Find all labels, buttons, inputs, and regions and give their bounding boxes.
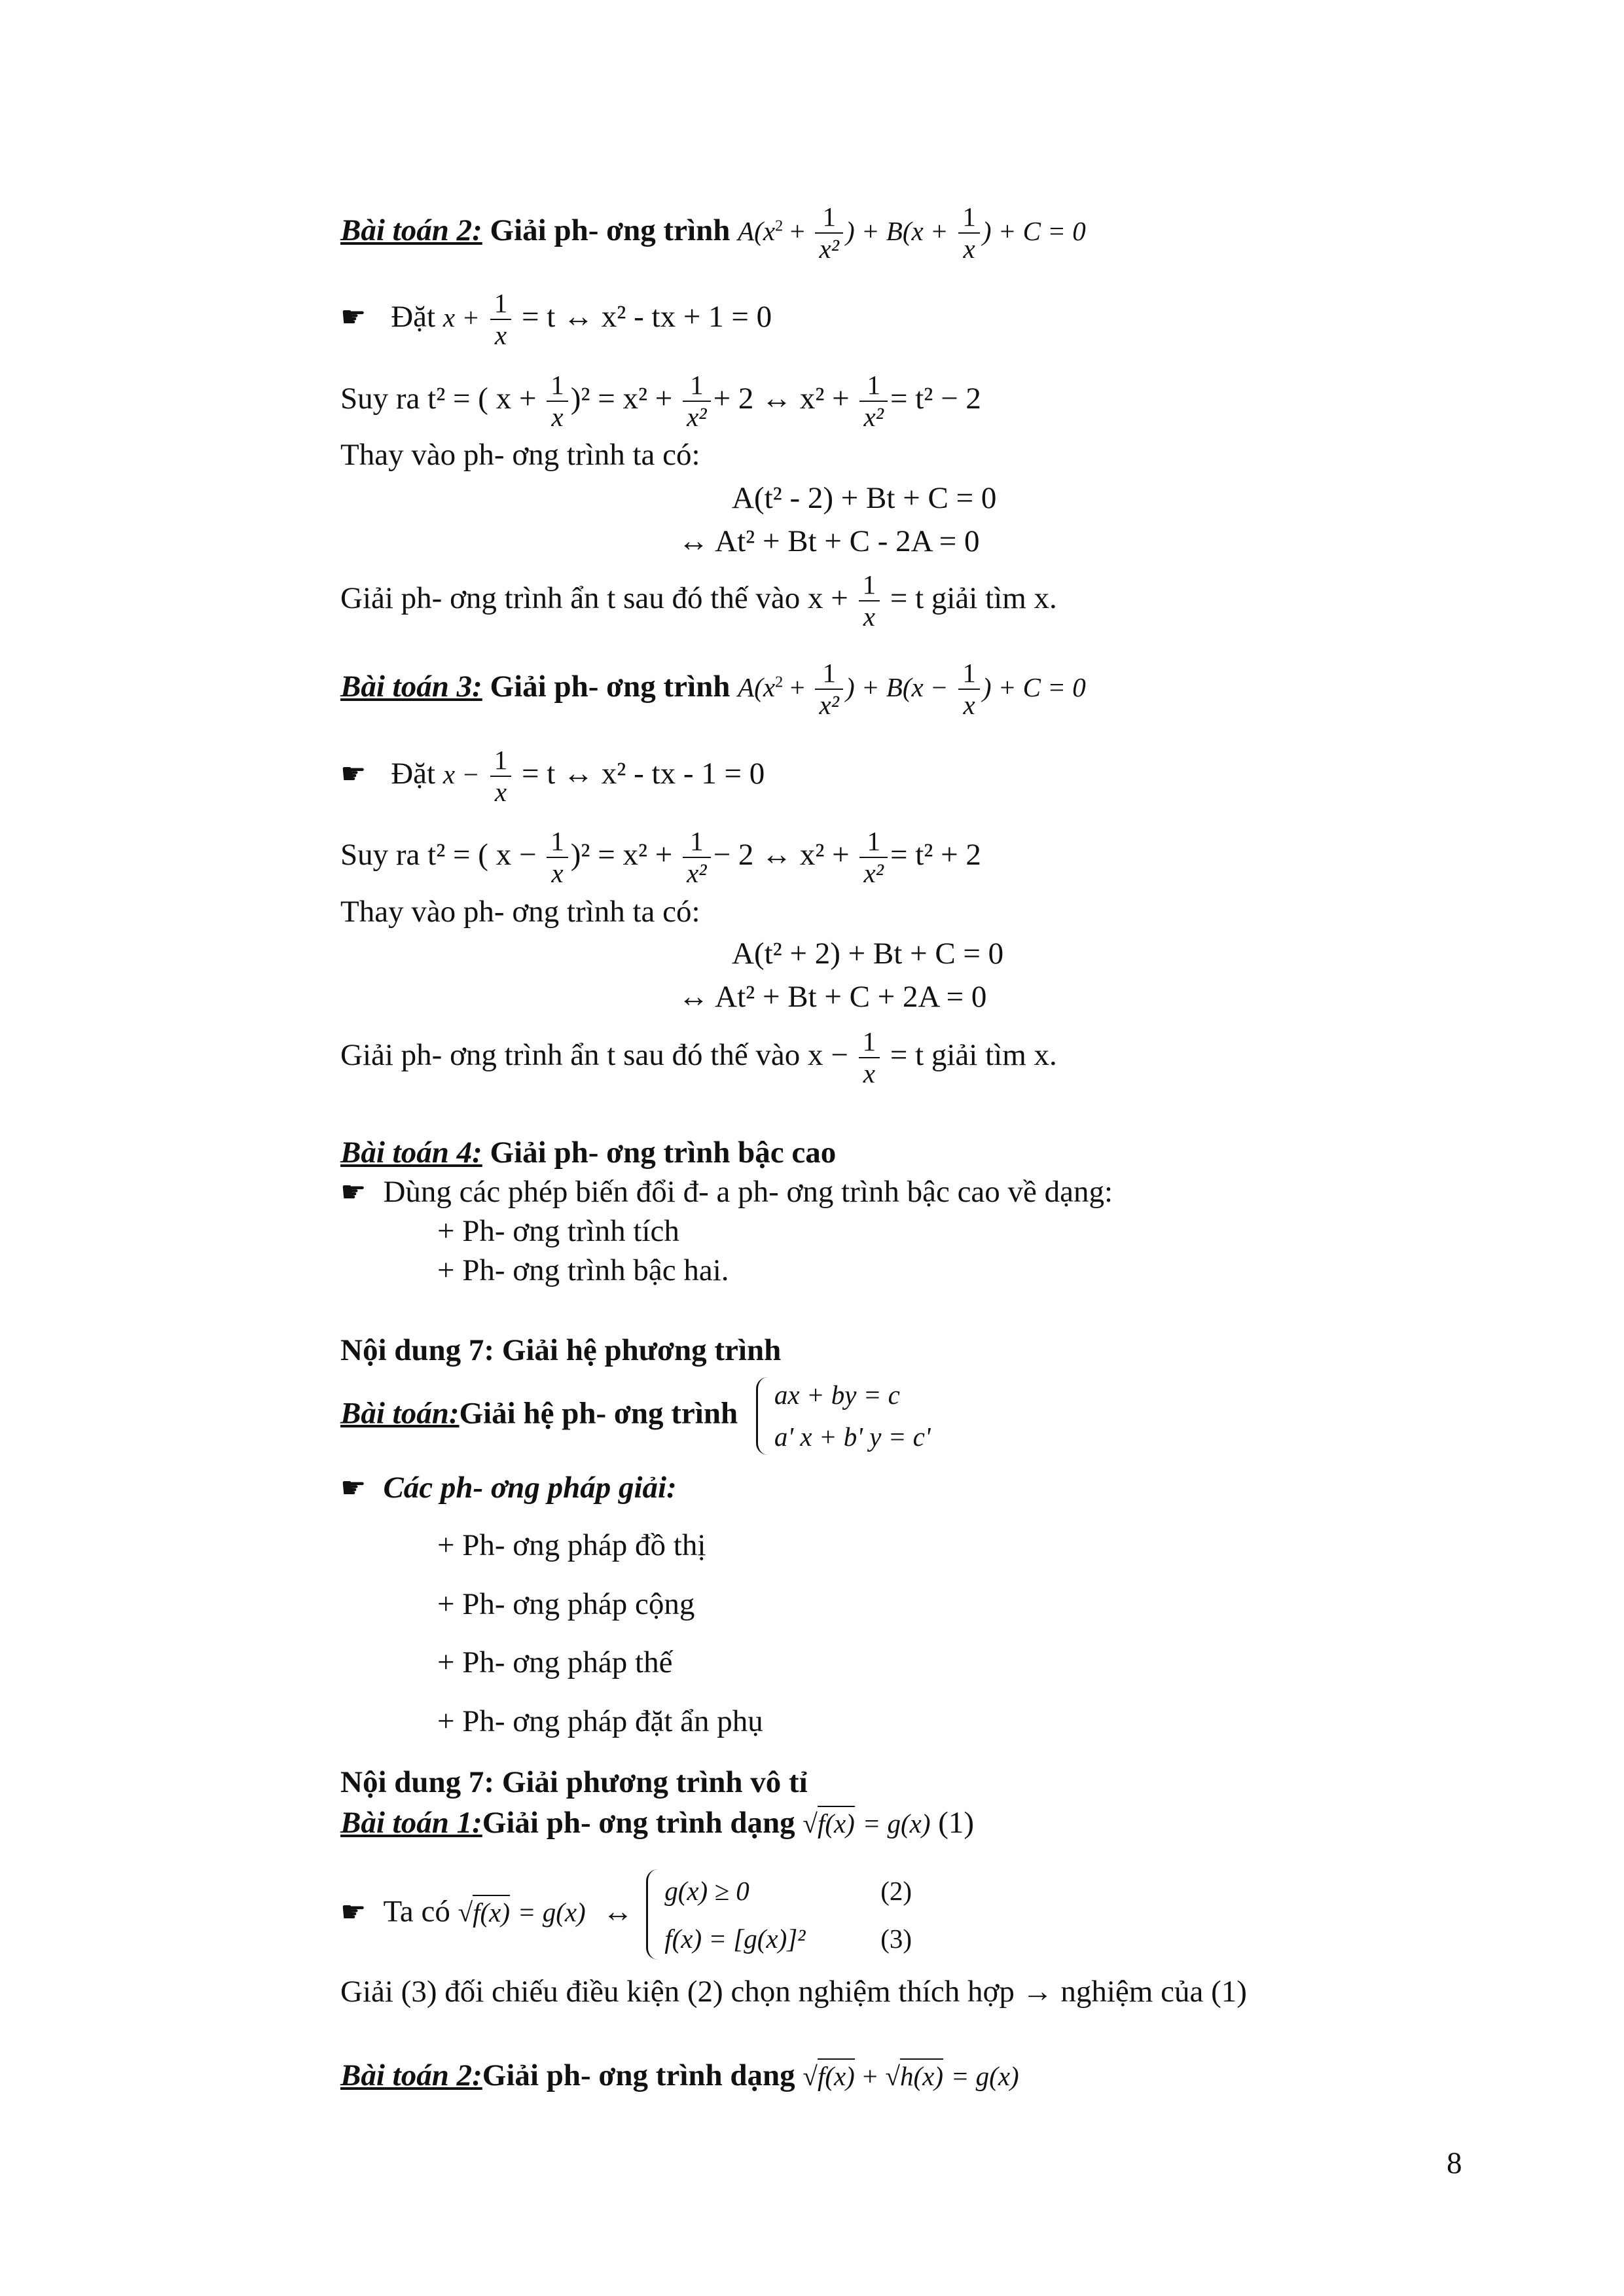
page-number: 8 xyxy=(1447,2146,1462,2180)
bt2-eq1: A(t² - 2) + Bt + C = 0 xyxy=(732,481,997,515)
nd7a-methods-title-line xyxy=(340,1473,677,1503)
nd7b-taco-line: ☛ Ta có √f(x) = g(x) ↔ g(x) ≥ 0 (2) f(x) = [g(x)]² (3) xyxy=(340,1867,912,1962)
bt3-thay: Thay vào ph- ơng trình ta có: xyxy=(340,895,700,929)
fraction: $\frac{1}{x}$ xyxy=(958,658,980,721)
nd7a-title: Nội dung 7: Giải hệ phương trình xyxy=(340,1333,782,1367)
bt2-label: Bài toán 2: xyxy=(340,213,482,247)
bt3-heading: Bài toán 3: Giải ph- ơng trình $A(x^2$ + $\frac{1}{\text{x²}}$ ) + B(x − $\frac{1}{x}$ ) + C = 0 xyxy=(340,658,1086,721)
pointing-hand-icon: ☛ xyxy=(340,300,367,333)
bt3-giai-line: Giải ph- ơng trình ẩn t sau đó thế vào x − $\frac{1}{x}$ = t giải tìm x. xyxy=(340,1026,1057,1089)
bt2-suyra-line: Suy ra t² = ( x + $\frac{1}{x}$ )² = x² + $\frac{1}{\text{x²}}$ + 2 ↔ x² + $\frac{1}{\text{x²}}$ = t² − 2 xyxy=(340,370,981,433)
fraction: $\frac{1}{x}$ xyxy=(958,202,980,264)
bt4-text: Giải ph- ơng trình bậc cao xyxy=(490,1136,837,1170)
method-item: + Ph- ơng pháp đồ thị xyxy=(437,1528,706,1562)
fraction: $\frac{1}{\text{x²}}$ xyxy=(683,826,711,889)
brace xyxy=(756,1377,771,1455)
pointing-hand-icon: ☛ xyxy=(340,757,367,790)
nd7a-label: Bài toán: xyxy=(340,1396,460,1431)
bt3-suyra-line: Suy ra t² = ( x − $\frac{1}{x}$ )² = x² + $\frac{1}{\text{x²}}$ − 2 ↔ x² + $\frac{1}{\text{x²}}$ = t² + 2 xyxy=(340,826,981,889)
fraction: $\frac{1}{x}$ xyxy=(859,569,880,632)
fraction: $\frac{1}{x}$ xyxy=(547,370,568,433)
nd7b-title: Nội dung 7: Giải phương trình vô tỉ xyxy=(340,1765,808,1799)
fraction: $\frac{1}{\text{x²}}$ xyxy=(859,826,888,889)
method-item: + Ph- ơng pháp thế xyxy=(437,1645,673,1679)
bt2-text: Giải ph- ơng trình xyxy=(490,213,731,247)
nd7b-bt1: Bài toán 1:Giải ph- ơng trình dạng √f(x) = g(x) (1) xyxy=(340,1806,975,1840)
nd7b-bt2-label: Bài toán 2: xyxy=(340,2058,482,2092)
nd7b-bt1-label: Bài toán 1: xyxy=(340,1806,482,1840)
nd7b-giai3: Giải (3) đối chiếu điều kiện (2) chọn nghiệm thích hợp → nghiệm của (1) xyxy=(340,1975,1247,2009)
fraction: $\frac{1}{x}$ xyxy=(490,745,512,808)
fraction: $\frac{1}{\text{x²}}$ xyxy=(859,370,888,433)
bt2-giai-line: Giải ph- ơng trình ẩn t sau đó thế vào x + $\frac{1}{x}$ = t giải tìm x. xyxy=(340,569,1057,632)
bt4-label: Bài toán 4: xyxy=(340,1136,482,1170)
bt4-item2: + Ph- ơng trình bậc hai. xyxy=(437,1253,729,1287)
fraction: $\frac{1}{\text{x²}}$ xyxy=(683,370,711,433)
bt3-dat-line: ☛ Đặt x − $\frac{1}{x}$ = t ↔ x² - tx - 1 = 0 xyxy=(340,745,765,808)
bt4-item1: + Ph- ơng trình tích xyxy=(437,1214,679,1248)
fraction: $\frac{1}{\text{x²}}$ xyxy=(815,202,843,264)
brace xyxy=(646,1869,661,1960)
fraction: $\frac{1}{x}$ xyxy=(547,826,568,889)
bt2-dat-line: ☛ Đặt x + $\frac{1}{x}$ = t ↔ x² - tx + 1 = 0 xyxy=(340,288,772,351)
bt2-heading: Bài toán 2: Giải ph- ơng trình $A(x^2$ + $\frac{1}{\text{x²}}$ ) + B(x + $\frac{1}{x}$ ) + C = 0 xyxy=(340,202,1086,264)
bt3-eq2: ↔ At² + Bt + C + 2A = 0 xyxy=(678,980,987,1014)
bt2-thay: Thay vào ph- ơng trình ta có: xyxy=(340,438,700,472)
nd7a-baitoan xyxy=(340,1374,931,1458)
equation-system: ax + by = c a' x + b' y = c' xyxy=(755,1374,931,1458)
fraction: $\frac{1}{x}$ xyxy=(490,288,512,351)
bt4-line1: ☛ Dùng các phép biến đổi đ- a ph- ơng trình bậc cao về dạng: xyxy=(340,1175,1113,1209)
method-item: + Ph- ơng pháp đặt ẩn phụ xyxy=(437,1704,763,1738)
pointing-hand-icon: ☛ xyxy=(340,1176,367,1208)
bt3-text: Giải ph- ơng trình xyxy=(490,669,731,704)
bt4-heading xyxy=(340,1138,836,1168)
fraction: $\frac{1}{x}$ xyxy=(859,1026,880,1089)
bt2-eq2: ↔ At² + Bt + C - 2A = 0 xyxy=(678,524,980,558)
pointing-hand-icon: ☛ xyxy=(340,1895,367,1928)
bt3-eq1: A(t² + 2) + Bt + C = 0 xyxy=(732,937,1004,971)
condition-system: g(x) ≥ 0 (2) f(x) = [g(x)]² (3) xyxy=(645,1867,912,1962)
nd7a-text: Giải hệ ph- ơng trình xyxy=(459,1396,738,1431)
pointing-hand-icon: ☛ xyxy=(340,1472,367,1504)
method-item: + Ph- ơng pháp cộng xyxy=(437,1587,695,1621)
bt3-label: Bài toán 3: xyxy=(340,669,482,704)
nd7a-methods-title: Các ph- ơng pháp giải: xyxy=(383,1471,677,1505)
fraction: $\frac{1}{\text{x²}}$ xyxy=(815,658,843,721)
nd7b-bt2: Bài toán 2:Giải ph- ơng trình dạng √f(x) + √h(x) = g(x) xyxy=(340,2058,1019,2092)
